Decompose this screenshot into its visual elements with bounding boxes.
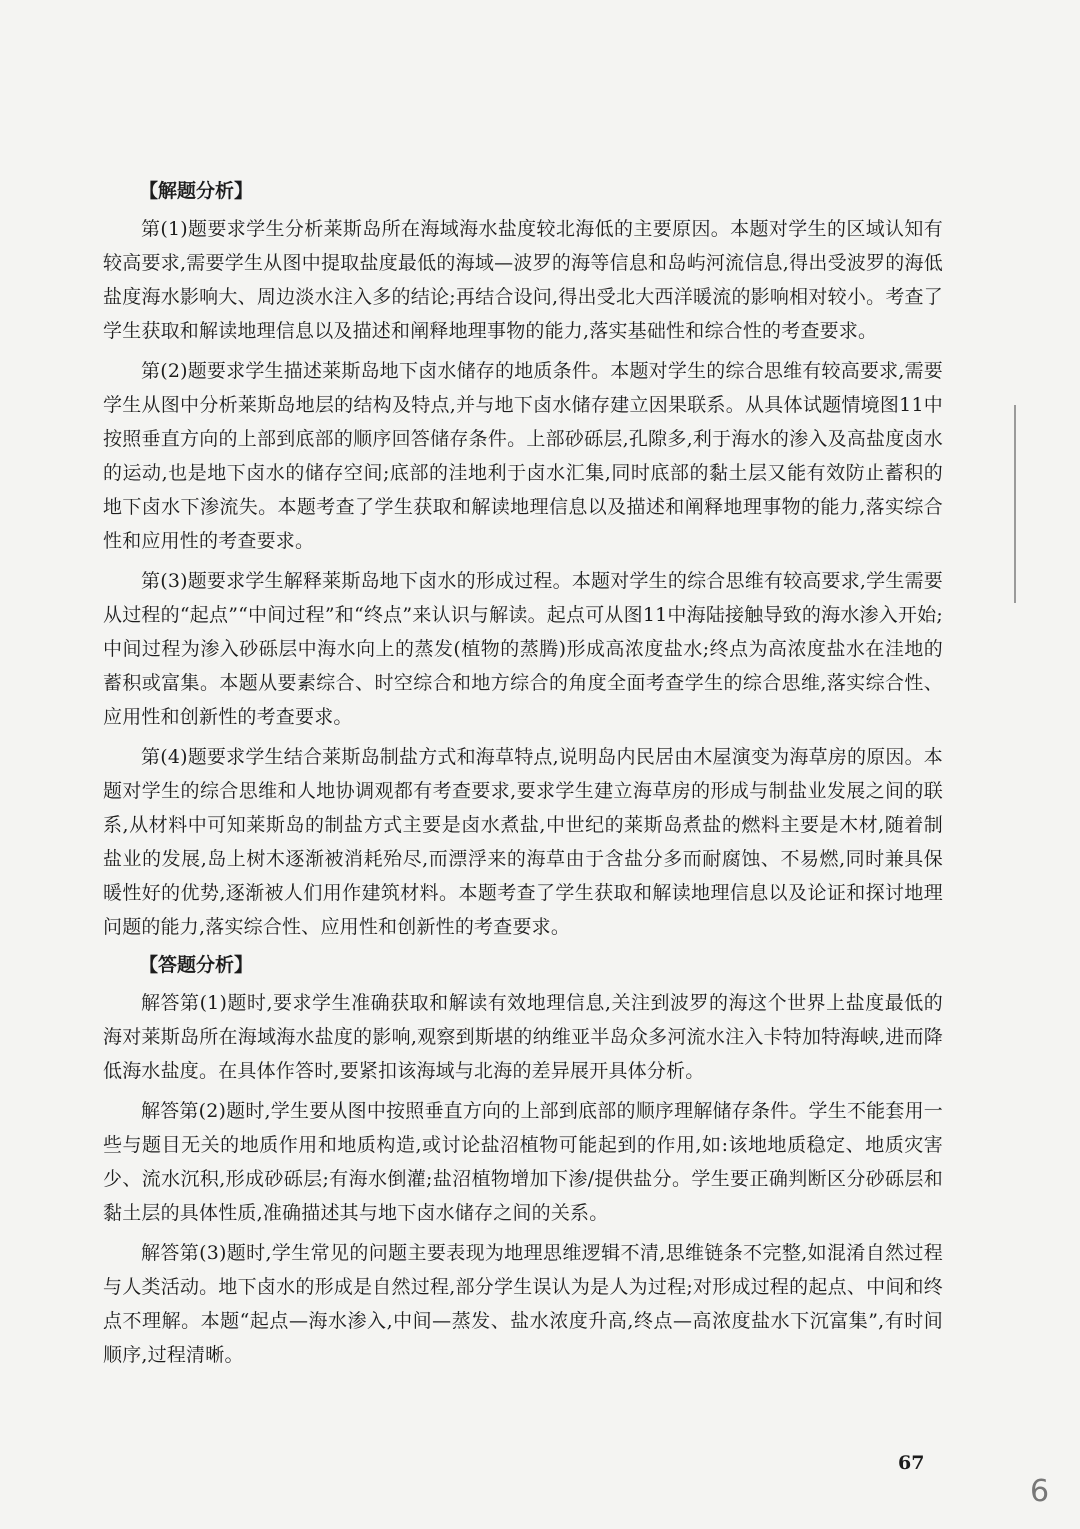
paragraph-q3-answer: 解答第(3)题时,学生常见的问题主要表现为地理思维逻辑不清,思维链条不完整,如混淆自然过程与人类活动。地下卤水的形成是自然过程,部分学生误认为是人为过程;对形成过程的起点、中间和终点不理解。本题“起点—海水渗入,中间—蒸发、盐水浓度升高,终点—高浓度盐水下沉富集”,有时间顺序,过程清晰。: [103, 1242, 943, 1366]
corner-number: 6: [1030, 1474, 1050, 1509]
paragraph-q2-analysis: 第(2)题要求学生描述莱斯岛地下卤水储存的地质条件。本题对学生的综合思维有较高要求,需要学生从图中分析莱斯岛地层的结构及特点,并与地下卤水储存建立因果联系。从具体试题情境图11中按照垂直方向的上部到底部的顺序回答储存条件。上部砂砾层,孔隙多,利于海水的渗入及高盐度卤水的运动,也是地下卤水的储存空间;底部的洼地利于卤水汇集,同时底部的黏土层又能有效防止蓄积的地下卤水下渗流失。本题考查了学生获取和解读地理信息以及描述和阐释地理事物的能力,落实综合性和应用性的考查要求。: [103, 360, 943, 552]
scan-edge-line: [1014, 405, 1016, 603]
paragraph-q4-analysis: 第(4)题要求学生结合莱斯岛制盐方式和海草特点,说明岛内民居由木屋演变为海草房的原因。本题对学生的综合思维和人地协调观都有考查要求,要求学生建立海草房的形成与制盐业发展之间的联系,从材料中可知莱斯岛的制盐方式主要是卤水煮盐,中世纪的莱斯岛煮盐的燃料主要是木材,随着制盐业的发展,岛上树木逐渐被消耗殆尽,而漂浮来的海草由于含盐分多而耐腐蚀、不易燃,同时兼具保暖性好的优势,逐渐被人们用作建筑材料。本题考查了学生获取和解读地理信息以及论证和探讨地理问题的能力,落实综合性、应用性和创新性的考查要求。: [103, 746, 943, 938]
paragraph-q1-analysis: 第(1)题要求学生分析莱斯岛所在海域海水盐度较北海低的主要原因。本题对学生的区域认知有较高要求,需要学生从图中提取盐度最低的海域—波罗的海等信息和岛屿河流信息,得出受波罗的海低盐度海水影响大、周边淡水注入多的结论;再结合设问,得出受北大西洋暖流的影响相对较小。考查了学生获取和解读地理信息以及描述和阐释地理事物的能力,落实基础性和综合性的考查要求。: [103, 218, 943, 342]
paragraph-q3-analysis: 第(3)题要求学生解释莱斯岛地下卤水的形成过程。本题对学生的综合思维有较高要求,学生需要从过程的“起点”“中间过程”和“终点”来认识与解读。起点可从图11中海陆接触导致的海水渗入开始;中间过程为渗入砂砾层中海水向上的蒸发(植物的蒸腾)形成高浓度盐水;终点为高浓度盐水在洼地的蓄积或富集。本题从要素综合、时空综合和地方综合的角度全面考查学生的综合思维,落实综合性、应用性和创新性的考查要求。: [103, 570, 943, 728]
section-title-solution-analysis: 【解题分析】: [139, 180, 254, 202]
page-content: [103, 172, 943, 1378]
page-number: 67: [898, 1452, 925, 1474]
paragraph-q1-answer: 解答第(1)题时,要求学生准确获取和解读有效地理信息,关注到波罗的海这个世界上盐度最低的海对莱斯岛所在海域海水盐度的影响,观察到斯堪的纳维亚半岛众多河流水注入卡特加特海峡,进而降低海水盐度。在具体作答时,要紧扣该海域与北海的差异展开具体分析。: [103, 992, 943, 1082]
paragraph-q2-answer: 解答第(2)题时,学生要从图中按照垂直方向的上部到底部的顺序理解储存条件。学生不能套用一些与题目无关的地质作用和地质构造,或讨论盐沼植物可能起到的作用,如:该地地质稳定、地质灾害少、流水沉积,形成砂砾层;有海水倒灌;盐沼植物增加下渗/提供盐分。学生要正确判断区分砂砾层和黏土层的具体性质,准确描述其与地下卤水储存之间的关系。: [103, 1100, 943, 1224]
section-title-answer-analysis: 【答题分析】: [139, 954, 254, 976]
